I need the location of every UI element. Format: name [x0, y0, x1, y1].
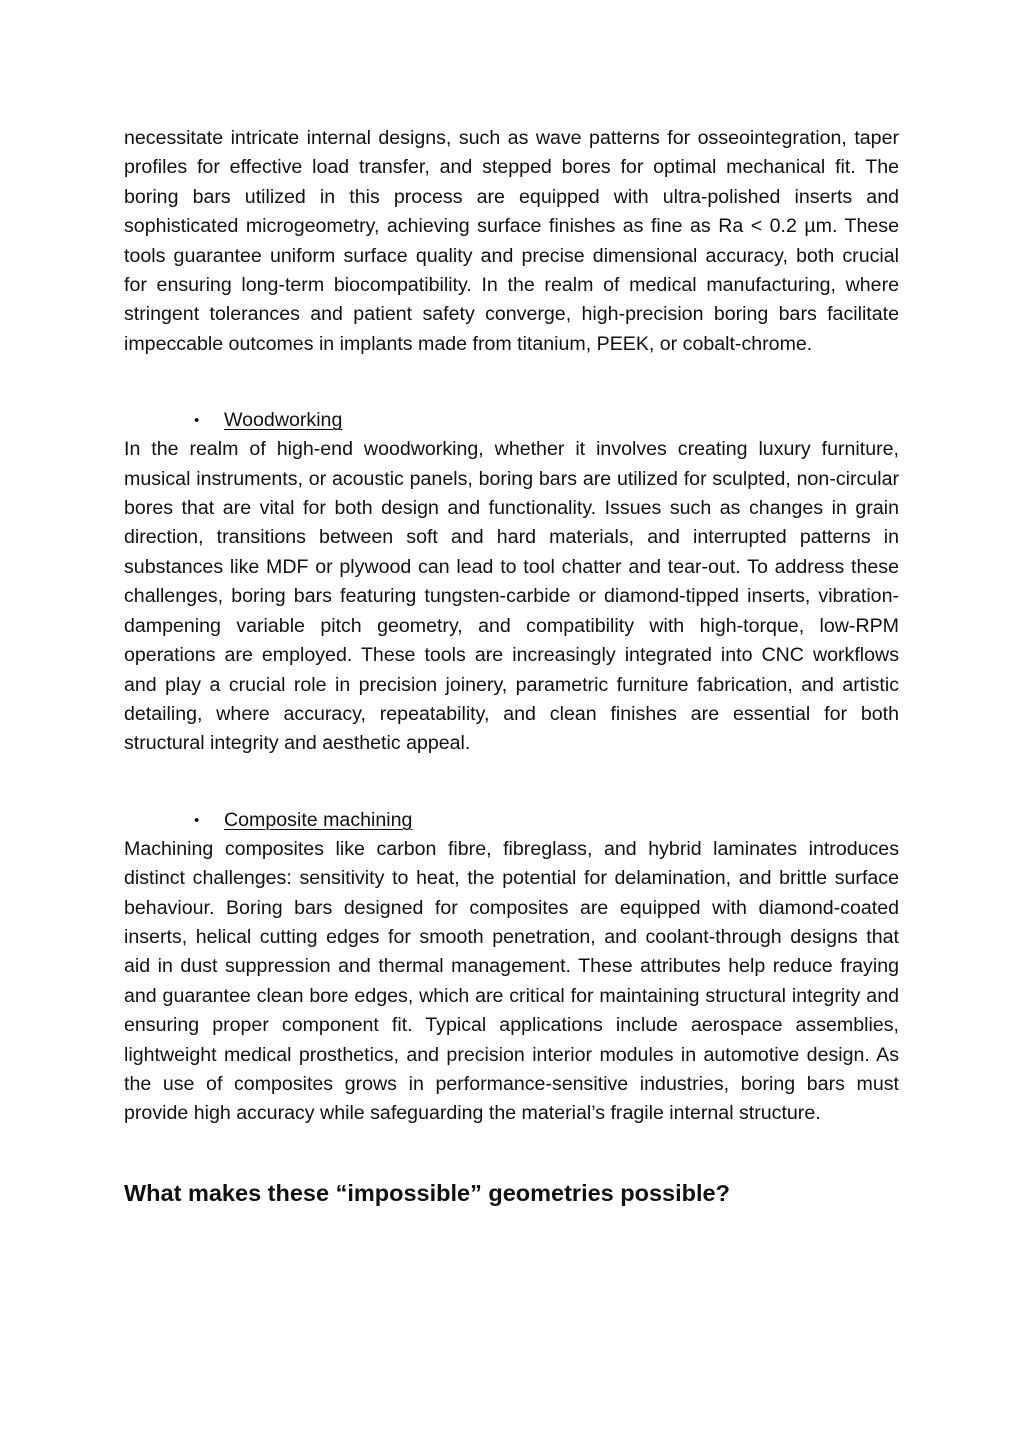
bullet-icon: • [194, 811, 200, 829]
bullet-icon: • [194, 412, 200, 430]
section-heading: What makes these “impossible” geometries possible? [124, 1179, 730, 1206]
bullet-item-woodworking [124, 406, 899, 435]
section-woodworking [124, 406, 899, 758]
section-composite-machining [124, 806, 899, 1129]
section-paragraph-composite-machining: Machining composites like carbon fibre, fibreglass, and hybrid laminates introduces distinct challenges: sensitivity to heat, the potential for delamination, and brittle surface behaviour. Boring bars designed for composites are equipped with diamond-coated inserts, helical cutting edges for smooth penetration, and coolant-through designs that aid in dust suppression and thermal management. These attributes help reduce fraying and guarantee clean bore edges, which are critical for maintaining structural integrity and ensuring proper component fit. Typical applications include aerospace assemblies, lightweight medical prosthetics, and precision interior modules in automotive design. As the use of composites grows in performance-sensitive industries, boring bars must provide high accuracy while safeguarding the material’s fragile internal structure. [124, 837, 899, 1125]
section-title-woodworking: Woodworking [224, 409, 343, 432]
section-paragraph-woodworking: In the realm of high-end woodworking, whether it involves creating luxury furniture, musical instruments, or acoustic panels, boring bars are utilized for sculpted, non-circular bores that are vital for both design and functionality. Issues such as changes in grain direction, transitions between soft and hard materials, and interrupted patterns in substances like MDF or plywood can lead to tool chatter and tear-out. To address these challenges, boring bars featuring tungsten-carbide or diamond-tipped inserts, vibration-dampening variable pitch geometry, and compatibility with high-torque, low-RPM operations are employed. These tools are increasingly integrated into CNC workflows and play a crucial role in precision joinery, parametric furniture fabrication, and artistic detailing, where accuracy, repeatability, and clean finishes are essential for both structural integrity and aesthetic appeal. [124, 438, 899, 755]
section-title-composite-machining: Composite machining [224, 808, 413, 831]
bullet-item-composite-machining [124, 806, 899, 835]
intro-paragraph: necessitate intricate internal designs, such as wave patterns for osseointegration, taper profiles for effective load transfer, and stepped bores for optimal mechanical fit. The boring bars utilized in this process are equipped with ultra-polished inserts and sophisticated microgeometry, achieving surface finishes as fine as Ra < 0.2 µm. These tools guarantee uniform surface quality and precise dimensional accuracy, both crucial for ensuring long-term biocompatibility. In the realm of medical manufacturing, where stringent tolerances and patient safety converge, high-precision boring bars facilitate impeccable outcomes in implants made from titanium, PEEK, or cobalt-chrome. [124, 127, 899, 355]
document-body [124, 124, 899, 1209]
